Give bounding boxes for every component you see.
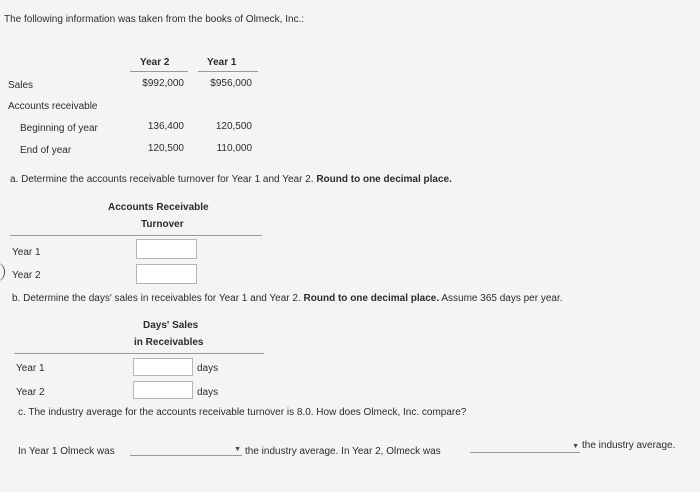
part-a-prompt — [10, 174, 452, 185]
days-unit-year2: days — [197, 387, 219, 398]
row-label-end: End of year — [20, 145, 72, 156]
value-end-year1: 110,000 — [216, 143, 252, 154]
value-sales-year2: $992,000 — [142, 78, 184, 89]
header-rule-year1 — [198, 71, 258, 72]
value-end-year2: 120,500 — [147, 143, 184, 154]
left-edge-arc — [0, 262, 5, 282]
part-b-prompt — [12, 293, 563, 304]
part-a-prompt-text: a. Determine the accounts receivable turnover for Year 1 and Year 2. — [10, 174, 317, 185]
part-b-assumption: Assume 365 days per year. — [439, 293, 563, 304]
comparison-year1-select[interactable] — [130, 444, 242, 456]
part-b-header-line2: in Receivables — [134, 337, 204, 348]
row-label-sales: Sales — [8, 80, 34, 91]
part-c-text-year1: In Year 1 Olmeck was — [18, 446, 115, 457]
days-sales-year1-input[interactable] — [133, 358, 193, 376]
part-b-prompt-text: b. Determine the days' sales in receivables for Year 1 and Year 2. — [12, 293, 304, 304]
part-a-header-line2: Turnover — [141, 219, 184, 230]
col-header-year2: Year 2 — [140, 57, 170, 68]
value-beginning-year1: 120,500 — [215, 121, 252, 132]
part-b-label-year2: Year 2 — [16, 387, 45, 398]
col-header-year1: Year 1 — [207, 57, 237, 68]
days-unit-year1: days — [197, 363, 219, 374]
part-a-label-year2: Year 2 — [12, 270, 41, 281]
part-a-rule — [10, 235, 262, 236]
ar-turnover-year2-input[interactable] — [136, 264, 197, 284]
value-sales-year1: $956,000 — [210, 78, 252, 89]
part-b-rule — [14, 353, 264, 354]
value-beginning-year2: 136,400 — [147, 121, 184, 132]
part-a-header-line1: Accounts Receivable — [108, 202, 209, 213]
part-b-rounding-note: Round to one decimal place. — [303, 293, 440, 304]
ar-turnover-year1-input[interactable] — [136, 239, 197, 259]
row-label-accounts-receivable: Accounts receivable — [8, 101, 98, 112]
part-b-header-line1: Days' Sales — [143, 320, 199, 331]
comparison-year2-select[interactable] — [470, 441, 580, 453]
chevron-down-icon[interactable]: ▼ — [234, 446, 241, 453]
part-a-label-year1: Year 1 — [12, 247, 41, 258]
chevron-down-icon[interactable]: ▼ — [572, 443, 579, 450]
row-label-beginning: Beginning of year — [20, 123, 98, 134]
intro-text: The following information was taken from the books of Olmeck, Inc.: — [4, 14, 305, 25]
days-sales-year2-input[interactable] — [133, 381, 193, 399]
part-c-prompt: c. The industry average for the accounts receivable turnover is 8.0. How does Olmeck, Inc. compare? — [18, 407, 467, 418]
part-c-text-end: the industry average. — [582, 440, 676, 451]
part-b-label-year1: Year 1 — [16, 363, 45, 374]
part-c-text-year2: the industry average. In Year 2, Olmeck was — [245, 446, 441, 457]
header-rule-year2 — [130, 71, 188, 72]
part-a-rounding-note: Round to one decimal place. — [316, 174, 452, 185]
